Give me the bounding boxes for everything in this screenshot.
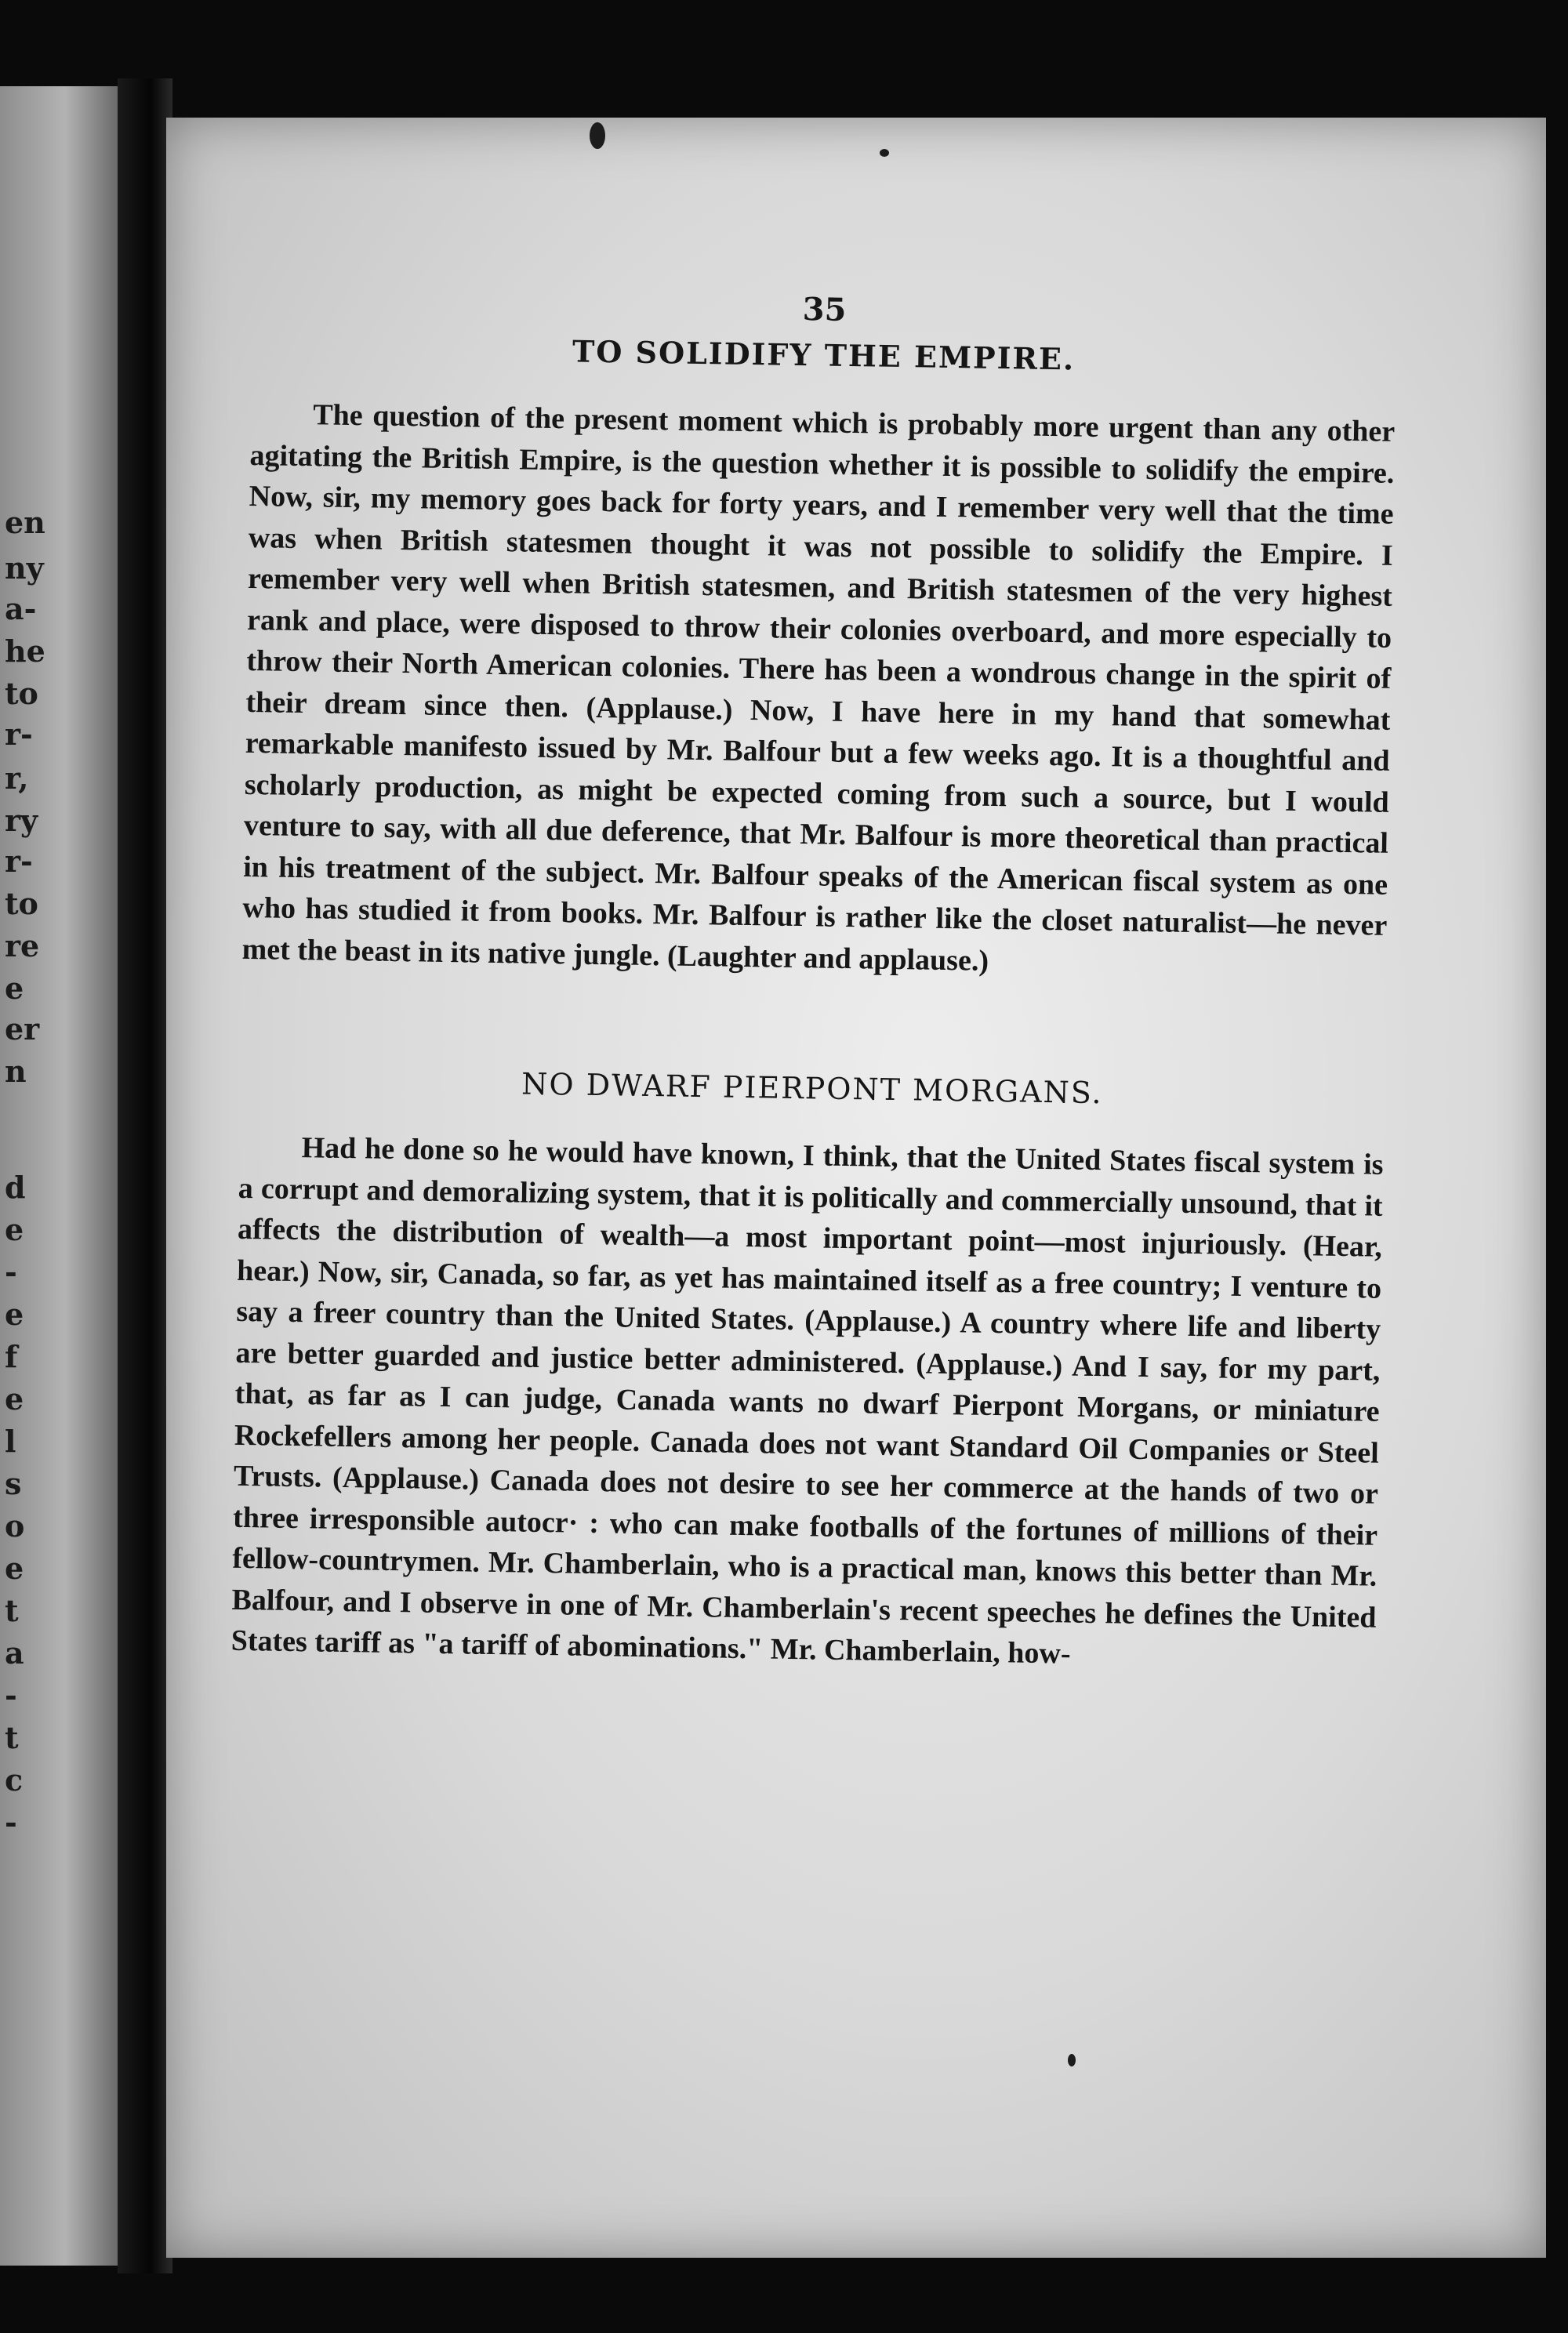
left-fragment: he — [5, 633, 45, 669]
left-fragment: - — [5, 1805, 17, 1840]
scan-speck — [590, 122, 605, 149]
book-page — [166, 118, 1546, 2258]
section-heading: NO DWARF PIERPONT MORGANS. — [521, 1066, 1103, 1111]
left-page-edge — [0, 86, 118, 2266]
left-fragment: to — [5, 676, 38, 711]
left-fragment: a- — [5, 591, 37, 626]
left-fragment: n — [5, 1054, 27, 1089]
left-fragment: e — [5, 1212, 24, 1247]
left-fragment: ny — [5, 550, 44, 586]
section-paragraph: Had he done so he would have known, I think, that the United States fiscal system is a corrupt and demoralizing system, that it is politically and commercially unsound, that it affects the distribution of wealth—a most important point—most injuriously. (Hear, hear.) Now, sir, Canada, so far, as yet has maintained itself as a free country; I venture to say a freer country than the United States. (Applause.) A country where life and liberty are better guarded and justice better administered. (Applause.) And I say, for my part, that, as far as I can judge, Canada wants no dwarf Pierpont Morgans, or miniature Rockefellers among her people. Canada does not want Standard Oil Companies or Steel Trusts. (Applause.) Canada does not desire to see her commerce at the hands of two or three irresponsible autocr· : who can make footballs of the fortunes of millions of their fellow-countrymen. Mr. Chamberlain, who is a practical man, knows this better than Mr. Balfour, and I observe in one of Mr. Chamberlain's recent speeches he defines the United States tariff as "a tariff of abominations." Mr. Chamberlain, how- — [230, 1131, 1384, 1671]
left-fragment: e — [5, 971, 24, 1006]
page-number: 35 — [802, 291, 847, 328]
scan-speck — [880, 149, 889, 157]
left-fragment: er — [5, 1011, 40, 1047]
left-fragment: o — [5, 1508, 25, 1544]
left-fragment: e — [5, 1297, 24, 1332]
left-fragment: - — [5, 1678, 17, 1713]
section-paragraph: The question of the present moment which is probably more urgent than any other agitating the British Empire, is the question whether it is possible to solidify the empire. Now, sir, my memory goes back for forty years, and I remember very well that the time was when British statesmen thought it was not possible to solidify the Empire. I remember very well when British statesmen, and British statesmen of the very highest rank and place, were disposed to throw their colonies overboard, and more especially to throw their North American colonies. There has been a wondrous change in the spirit of their dream since then. (Applause.) Now, I have here in my hand that somewhat remarkable manifesto issued by Mr. Balfour but a few weeks ago. It is a thoughtful and scholarly production, as might be expected coming from such a source, but I would venture to say, with all due deference, that Mr. Balfour is more theoretical than practical in his treatment of the subject. Mr. Balfour speaks of the American fiscal system as one who has studied it from books. Mr. Balfour is rather like the closet naturalist—he never met the beast in its native jungle. (Laughter and applause.) — [241, 398, 1396, 978]
left-fragment: - — [5, 1254, 17, 1290]
left-fragment: f — [5, 1339, 18, 1374]
left-fragment: t — [5, 1593, 19, 1628]
left-fragment: a — [5, 1635, 24, 1671]
left-fragment: r- — [5, 717, 33, 752]
left-fragment: l — [5, 1424, 16, 1459]
left-fragment: t — [5, 1720, 19, 1755]
left-fragment: r, — [5, 760, 29, 796]
left-fragment: e — [5, 1551, 24, 1586]
left-fragment: c — [5, 1762, 24, 1798]
left-fragment: d — [5, 1170, 26, 1205]
left-fragment: s — [5, 1466, 22, 1501]
scan-speck — [1068, 2054, 1076, 2066]
book-gutter — [118, 78, 172, 2273]
left-fragment: to — [5, 886, 38, 921]
left-fragment: e — [5, 1381, 24, 1417]
left-fragment: ry — [5, 803, 38, 838]
text-column — [230, 282, 1396, 1679]
left-fragment: en — [5, 505, 45, 540]
left-fragment: re — [5, 928, 40, 963]
left-fragment: r- — [5, 844, 33, 879]
section-heading: TO SOLIDIFY THE EMPIRE. — [572, 333, 1076, 377]
